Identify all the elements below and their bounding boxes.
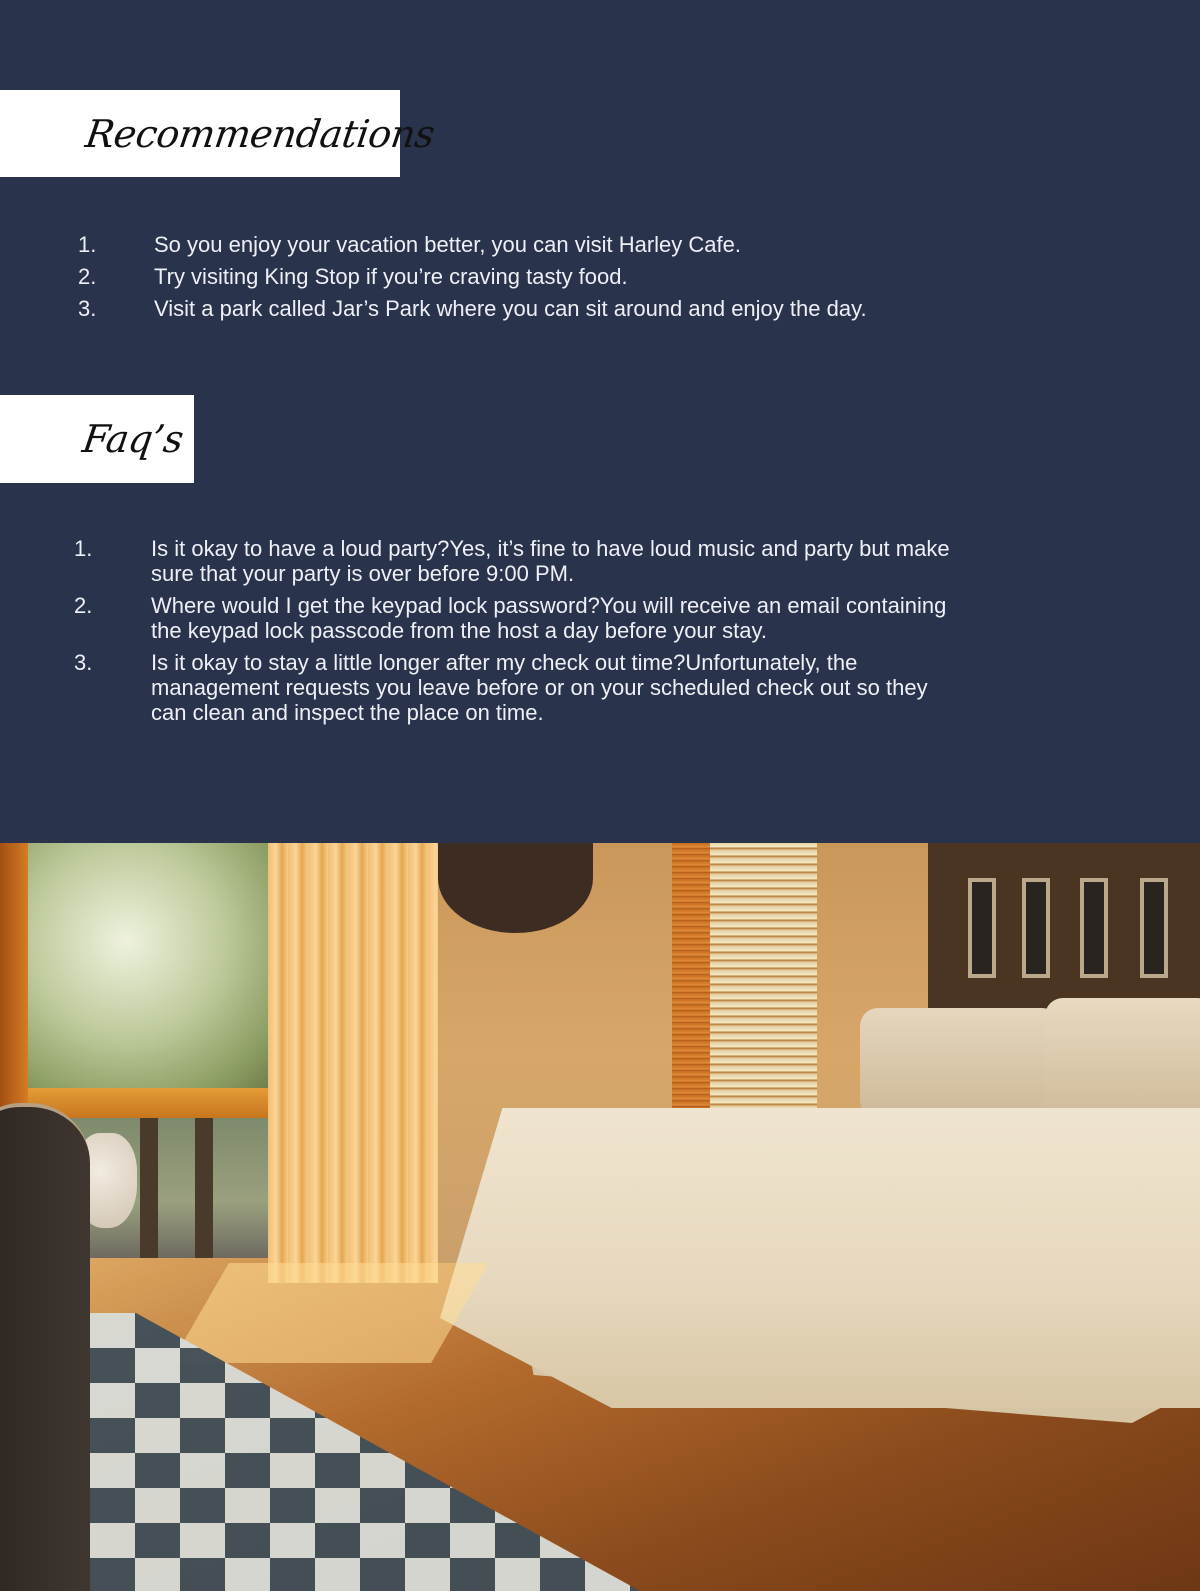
curtain [268, 843, 438, 1283]
pillow [860, 1008, 1060, 1118]
recommendations-list [78, 232, 958, 328]
bedroom-photo [0, 843, 1200, 1591]
headboard-slot [1022, 878, 1050, 978]
list-item [78, 296, 958, 321]
window-blinds-shadow [672, 843, 710, 1118]
balcony-post [140, 1118, 158, 1258]
recommendations-heading: Recommendations [82, 111, 438, 156]
faq-list [74, 536, 974, 732]
list-item [74, 593, 974, 643]
list-number: 2. [74, 593, 93, 618]
headboard-slot [968, 878, 996, 978]
headboard-slot [1080, 878, 1108, 978]
list-item [74, 650, 974, 725]
list-number: 1. [74, 536, 93, 561]
list-text: Where would I get the keypad lock password?You will receive an email containing the keypad lock passcode from the host a day before your stay. [151, 593, 947, 643]
faq-heading-box [0, 395, 194, 483]
list-number: 2. [78, 264, 97, 289]
list-text: Is it okay to stay a little longer after my check out time?Unfortunately, the management requests you leave before or on your scheduled check out so they can clean and inspect the place on time. [151, 650, 928, 725]
faq-heading: Faq’s [79, 417, 186, 461]
list-number: 1. [78, 232, 97, 257]
bed-cover [440, 1108, 1200, 1408]
list-item [78, 232, 958, 257]
headboard-slot [1140, 878, 1168, 978]
list-number: 3. [78, 296, 97, 321]
list-text: So you enjoy your vacation better, you can visit Harley Cafe. [154, 232, 741, 257]
list-item [78, 264, 958, 289]
glass-door-view [26, 843, 276, 1088]
list-text: Is it okay to have a loud party?Yes, it’s fine to have loud music and party but make sure that your party is over before 9:00 PM. [151, 536, 950, 586]
pillow [1045, 998, 1200, 1118]
recommendations-heading-box [0, 90, 438, 177]
armchair [0, 1103, 90, 1591]
balcony-post [195, 1118, 213, 1258]
list-number: 3. [74, 650, 93, 675]
list-item [74, 536, 974, 586]
list-text: Try visiting King Stop if you’re craving tasty food. [154, 264, 628, 289]
list-text: Visit a park called Jar’s Park where you can sit around and enjoy the day. [154, 296, 867, 321]
